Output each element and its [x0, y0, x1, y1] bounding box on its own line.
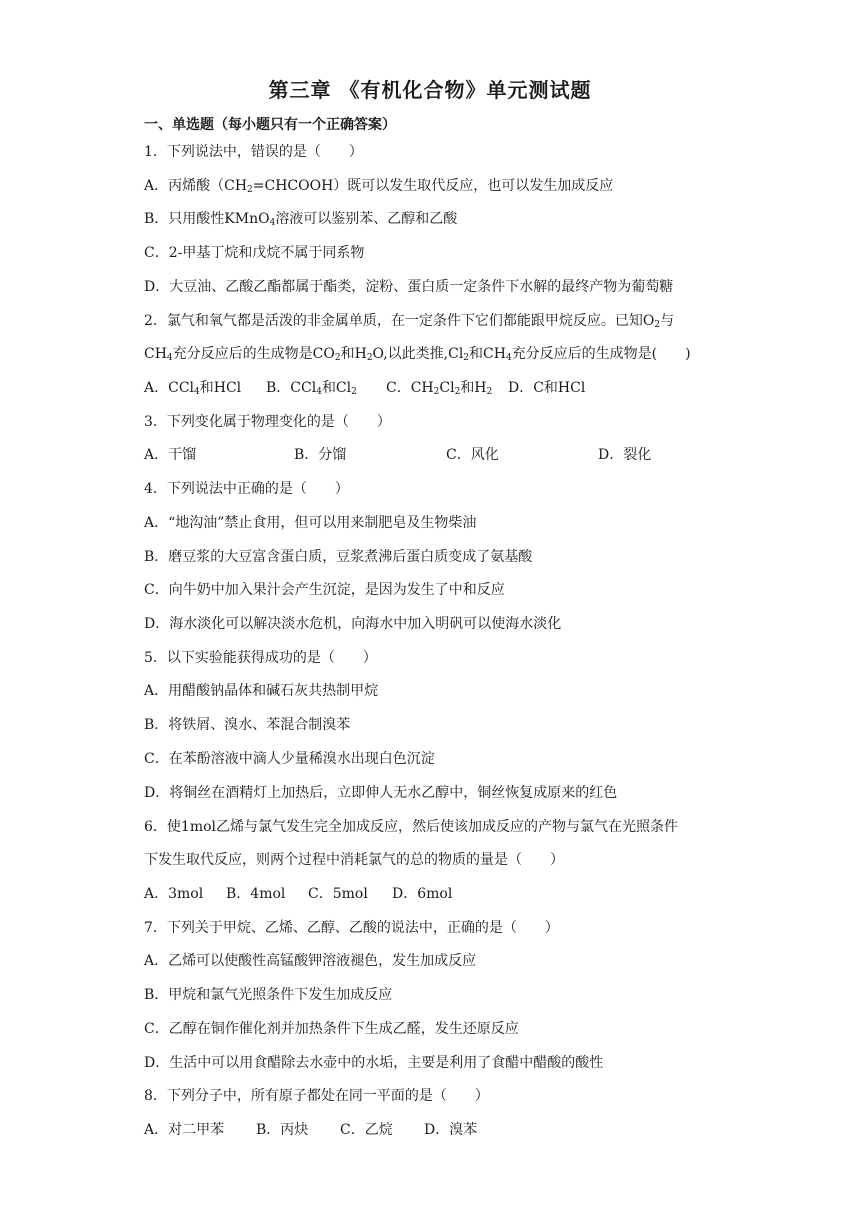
question-5-option-d: D．将铜丝在酒精灯上加热后，立即伸人无水乙醇中，铜丝恢复成原来的红色 — [144, 785, 618, 801]
question-3-option-c: C．风化 — [446, 447, 499, 463]
question-8-option-b: B．丙炔 — [256, 1122, 309, 1138]
question-1-option-b: B．只用酸性KMnO$_4$溶液可以鉴别苯、乙醇和乙酸 — [144, 211, 458, 228]
question-3-option-b: B．分馏 — [294, 447, 347, 463]
question-6-option-c: C．5mol — [308, 886, 368, 902]
question-7-option-b: B．甲烷和氯气光照条件下发生加成反应 — [144, 987, 393, 1003]
question-2-stem-line-1: 2．氯气和氧气都是活泼的非金属单质，在一定条件下它们都能跟甲烷反应。已知$O_2$与 — [144, 313, 675, 330]
question-2-option-c: C．$CH_2Cl_2$和$H_2$ — [386, 380, 493, 397]
question-4-option-a: A．“地沟油”禁止食用，但可以用来制肥皂及生物柴油 — [144, 515, 477, 531]
question-1-stem: 1．下列说法中，错误的是（ ） — [144, 144, 363, 160]
question-8-option-a: A．对二甲苯 — [144, 1122, 225, 1138]
question-8-option-c: C．乙烷 — [340, 1122, 393, 1138]
question-5-option-b: B．将铁屑、溴水、苯混合制溴苯 — [144, 717, 351, 733]
section-heading: 一、单选题（每小题只有一个正确答案） — [144, 117, 396, 133]
question-1-option-d: D．大豆油、乙酸乙酯都属于酯类，淀粉、蛋白质一定条件下水解的最终产物为葡萄糖 — [144, 279, 674, 295]
question-5-option-a: A．用醋酸钠晶体和碱石灰共热制甲烷 — [144, 683, 379, 699]
question-2-option-a: A．CCl$_4$和HCl — [144, 380, 242, 397]
question-2-stem-line-2: $CH_4$充分反应后的生成物是$CO_2$和$H_2O$,以此类推$,Cl_2$和$CH_4$充分反应后的生成物是( ) — [144, 346, 691, 363]
question-6-option-b: B．4mol — [226, 886, 286, 902]
question-7-option-a: A．乙烯可以使酸性高锰酸钾溶液褪色，发生加成反应 — [144, 953, 477, 969]
question-2-option-b: B．CCl$_4$和$Cl_2$ — [266, 380, 357, 397]
question-4-option-d: D．海水淡化可以解决淡水危机，向海水中加入明矾可以使海水淡化 — [144, 616, 562, 632]
question-6-stem-line-1: 6．使1mol乙烯与氯气发生完全加成反应，然后使该加成反应的产物与氯气在光照条件 — [144, 819, 678, 835]
question-3-option-a: A．干馏 — [144, 447, 197, 463]
question-1-option-c: C．2-甲基丁烷和戊烷不属于同系物 — [144, 245, 365, 261]
question-7-option-c: C．乙醇在铜作催化剂并加热条件下生成乙醛，发生还原反应 — [144, 1021, 519, 1037]
question-2-option-d: D．C和HCl — [508, 380, 586, 396]
document-title: 第三章 《有机化合物》单元测试题 — [268, 78, 592, 102]
question-1-option-a: A．丙烯酸$(CH_2=CHCOOH)$既可以发生取代反应，也可以发生加成反应 — [144, 178, 614, 195]
question-5-stem: 5．以下实验能获得成功的是（ ） — [144, 650, 377, 666]
question-4-option-b: B．磨豆浆的大豆富含蛋白质，豆浆煮沸后蛋白质变成了氨基酸 — [144, 549, 533, 565]
question-8-option-d: D．溴苯 — [424, 1122, 478, 1138]
question-4-option-c: C．向牛奶中加入果汁会产生沉淀，是因为发生了中和反应 — [144, 582, 505, 598]
question-5-option-c: C．在苯酚溶液中滴人少量稀溴水出现白色沉淀 — [144, 751, 435, 767]
question-6-option-d: D．6mol — [392, 886, 453, 902]
question-3-stem: 3．下列变化属于物理变化的是（ ） — [144, 414, 391, 430]
question-8-stem: 8．下列分子中，所有原子都处在同一平面的是（ ） — [144, 1088, 489, 1104]
question-7-option-d: D．生活中可以用食醋除去水壶中的水垢，主要是利用了食醋中醋酸的酸性 — [144, 1055, 604, 1071]
question-3-option-d: D．裂化 — [598, 447, 652, 463]
question-6-stem-line-2: 下发生取代反应，则两个过程中消耗氯气的总的物质的量是（ ） — [144, 852, 564, 868]
question-6-option-a: A．3mol — [144, 886, 204, 902]
question-7-stem: 7．下列关于甲烷、乙烯、乙醇、乙酸的说法中，正确的是（ ） — [144, 920, 559, 936]
question-4-stem: 4．下列说法中正确的是（ ） — [144, 481, 349, 497]
